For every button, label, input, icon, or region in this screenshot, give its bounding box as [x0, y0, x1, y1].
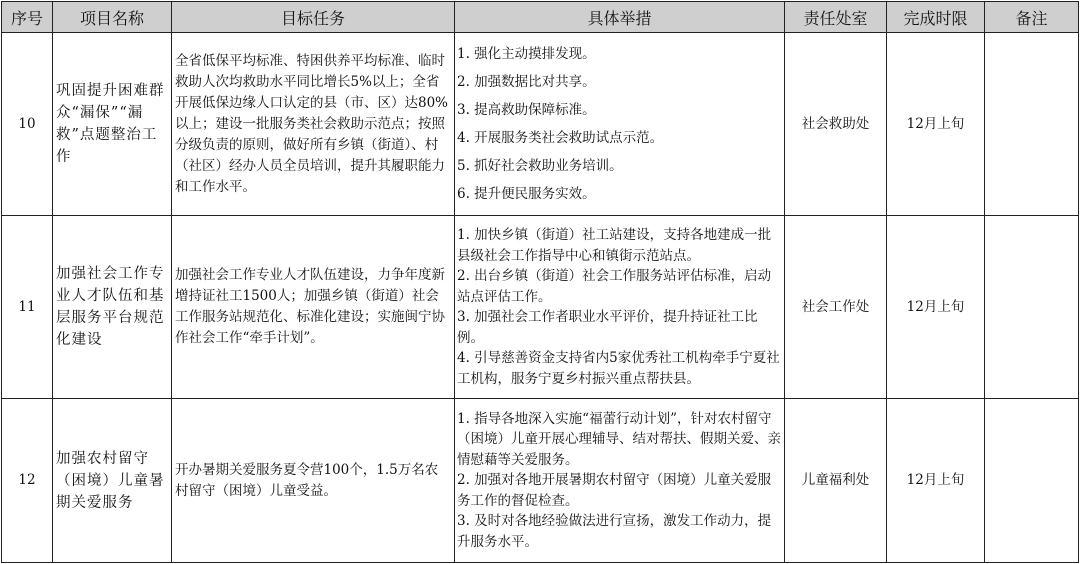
- deadline: 12月上旬: [887, 33, 985, 216]
- header-no: 序号: [2, 2, 53, 33]
- measure-item: 3. 加强社会工作者职业水平评价，提升持证社工比例。: [457, 309, 758, 346]
- row-no: 11: [2, 216, 53, 399]
- measure-item: 4. 开展服务类社会救助试点示范。: [457, 130, 664, 146]
- table-row: [2, 216, 1079, 399]
- measure-item: 3. 及时对各地经验做法进行宣扬，激发工作动力，提升服务水平。: [457, 513, 772, 550]
- task-table: [1, 1, 1079, 563]
- deadline: 12月上旬: [887, 216, 985, 399]
- measures-cell: [455, 399, 785, 563]
- measure-item: 2. 加强数据比对共享。: [457, 74, 596, 90]
- header-target: 目标任务: [172, 2, 455, 33]
- header-dept: 责任处室: [785, 2, 887, 33]
- remark: [985, 399, 1079, 563]
- table-row: [2, 399, 1079, 563]
- measure-item: 5. 抓好社会救助业务培训。: [457, 158, 623, 174]
- header-remark: 备注: [985, 2, 1079, 33]
- measure-item: 2. 出台乡镇（街道）社会工作服务站评估标准，启动站点评估工作。: [457, 268, 772, 305]
- deadline: 12月上旬: [887, 399, 985, 563]
- measure-item: 1. 强化主动摸排发现。: [457, 46, 596, 62]
- remark: [985, 216, 1079, 399]
- measure-item: 1. 加快乡镇（街道）社工站建设，支持各地建成一批县级社会工作指导中心和镇街示范站点。: [457, 227, 772, 264]
- header-deadline: 完成时限: [887, 2, 985, 33]
- row-no: 10: [2, 33, 53, 216]
- table-row: [2, 33, 1079, 216]
- header-measures: 具体举措: [455, 2, 785, 33]
- measure-item: 3. 提高救助保障标准。: [457, 102, 596, 118]
- measures-cell: [455, 33, 785, 216]
- project-name: 加强农村留守（困境）儿童暑期关爱服务: [53, 399, 172, 563]
- remark: [985, 33, 1079, 216]
- target-task: 加强社会工作专业人才队伍建设，力争年度新增持证社工1500人；加强乡镇（街道）社会工作服务站规范化、标准化建设；实施闽宁协作社会工作“牵手计划”。: [172, 216, 455, 399]
- responsible-dept: 儿童福利处: [785, 399, 887, 563]
- header-name: 项目名称: [53, 2, 172, 33]
- responsible-dept: 社会救助处: [785, 33, 887, 216]
- project-name: 加强社会工作专业人才队伍和基层服务平台规范化建设: [53, 216, 172, 399]
- project-name: 巩固提升困难群众“漏保”“漏救”点题整治工作: [53, 33, 172, 216]
- measure-item: 2. 加强对各地开展暑期农村留守（困境）儿童关爱服务工作的督促检查。: [457, 472, 772, 509]
- target-task: 开办暑期关爱服务夏令营100个，1.5万名农村留守（困境）儿童受益。: [172, 399, 455, 563]
- row-no: 12: [2, 399, 53, 563]
- table-header-row: [2, 2, 1079, 33]
- measure-item: 6. 提升便民服务实效。: [457, 186, 596, 202]
- measure-item: 1. 指导各地深入实施“福蕾行动计划”，针对农村留守（困境）儿童开展心理辅导、结对帮扶、假期关爱、亲情慰藉等关爱服务。: [457, 410, 781, 468]
- responsible-dept: 社会工作处: [785, 216, 887, 399]
- measure-item: 4. 引导慈善资金支持省内5家优秀社工机构牵手宁夏社工机构，服务宁夏乡村振兴重点帮扶县。: [457, 350, 780, 387]
- measures-cell: [455, 216, 785, 399]
- target-task: 全省低保平均标准、特困供养平均标准、临时救助人次均救助水平同比增长5%以上；全省开展低保边缘人口认定的县（市、区）达80%以上；建设一批服务类社会救助示范点；按照分级负责的原则，做好所有乡镇（街道）、村（社区）经办人员全员培训，提升其履职能力和工作水平。: [172, 33, 455, 216]
